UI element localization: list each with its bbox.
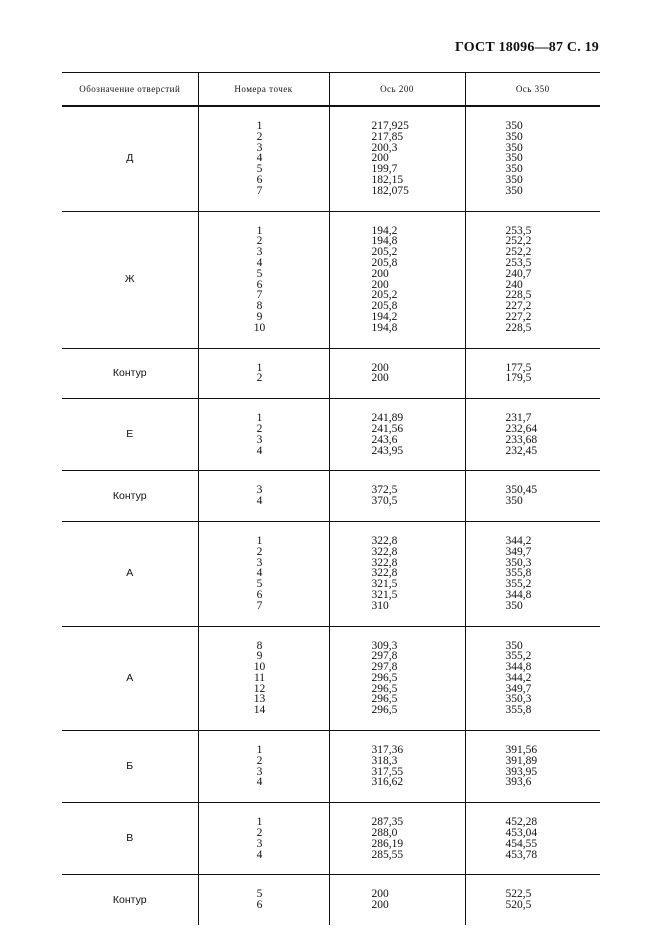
point-number: 8 [256, 300, 263, 313]
axis-350-value: 252,2 [505, 235, 532, 248]
axis-350-value: 350,3 [505, 693, 532, 706]
point-number-cell [198, 626, 329, 731]
axis-200-value-cell [329, 471, 465, 522]
table-row [62, 106, 600, 211]
axis-350-value: 350 [505, 163, 523, 176]
column-header-axis-350: Ось 350 [465, 73, 600, 107]
point-number: 7 [256, 599, 263, 612]
point-number: 2 [256, 545, 263, 558]
point-number-cell [198, 106, 329, 211]
axis-350-value: 355,2 [505, 578, 532, 591]
axis-350-value: 355,2 [505, 650, 532, 663]
axis-350-value: 344,2 [505, 534, 532, 547]
axis-350-value: 350 [505, 152, 523, 165]
axis-200-value: 296,5 [371, 693, 398, 706]
axis-350-value: 520,5 [505, 899, 532, 912]
point-number-cell [198, 875, 329, 925]
point-number: 10 [253, 321, 266, 334]
point-number: 1 [256, 361, 263, 374]
axis-200-value: 199,7 [371, 163, 398, 176]
axis-350-value: 240 [505, 278, 523, 291]
point-number: 2 [256, 754, 263, 767]
axis-350-value: 231,7 [505, 412, 532, 425]
axis-350-value: 454,55 [505, 837, 538, 850]
axis-200-value-cell [329, 521, 465, 626]
axis-200-value: 285,55 [371, 848, 404, 861]
axis-350-value: 393,6 [505, 776, 532, 789]
axis-350-value-cell [465, 731, 600, 803]
point-number: 5 [256, 163, 263, 176]
axis-200-value-cell [329, 875, 465, 925]
axis-200-value-cell [329, 803, 465, 875]
point-number: 4 [256, 495, 263, 508]
axis-200-value: 370,5 [371, 495, 398, 508]
axis-200-value: 200 [371, 278, 389, 291]
hole-designation: Контур [112, 893, 147, 906]
column-header-point-numbers: Номера точек [198, 73, 329, 107]
axis-200-value: 205,8 [371, 300, 398, 313]
hole-designation: Ж [124, 273, 135, 286]
axis-200-value: 200 [371, 899, 389, 912]
table-row [62, 471, 600, 522]
point-number: 2 [256, 130, 263, 143]
axis-200-value: 286,19 [371, 837, 404, 850]
axis-350-value: 232,45 [505, 444, 538, 457]
axis-200-value: 241,89 [371, 412, 404, 425]
page-header: ГОСТ 18096—87 С. 19 [455, 40, 599, 55]
column-header-axis-200: Ось 200 [329, 73, 465, 107]
point-number: 6 [256, 173, 263, 186]
axis-350-value-cell [465, 106, 600, 211]
axis-200-value: 316,62 [371, 776, 404, 789]
axis-200-value: 318,3 [371, 754, 398, 767]
point-number: 1 [256, 412, 263, 425]
axis-200-value: 310 [371, 599, 389, 612]
point-number: 3 [256, 484, 263, 497]
axis-350-value: 350 [505, 639, 523, 652]
point-number: 1 [256, 224, 263, 237]
point-number-cell [198, 803, 329, 875]
axis-350-value: 227,2 [505, 300, 532, 313]
axis-350-value: 252,2 [505, 246, 532, 259]
axis-200-value: 296,5 [371, 682, 398, 695]
axis-200-value: 194,8 [371, 321, 398, 334]
axis-350-value-cell [465, 348, 600, 399]
point-number: 4 [256, 848, 263, 861]
axis-350-value: 344,2 [505, 671, 532, 684]
axis-350-value: 453,04 [505, 827, 538, 840]
hole-designation: Е [126, 428, 134, 441]
axis-200-value: 317,55 [371, 765, 404, 778]
axis-350-value: 253,5 [505, 224, 532, 237]
axis-350-value: 355,8 [505, 704, 532, 717]
axis-200-value: 322,8 [371, 545, 398, 558]
axis-200-value: 217,925 [371, 120, 409, 132]
axis-350-value: 240,7 [505, 267, 532, 280]
axis-200-value: 372,5 [371, 484, 398, 497]
point-number: 7 [256, 184, 263, 197]
axis-200-value: 205,2 [371, 246, 398, 259]
axis-200-value-cell [329, 211, 465, 348]
hole-designation: А [126, 567, 134, 580]
point-number-cell [198, 211, 329, 348]
table-row [62, 803, 600, 875]
point-number: 8 [256, 639, 263, 652]
point-number: 11 [253, 671, 266, 684]
axis-200-value: 321,5 [371, 588, 398, 601]
point-number: 4 [256, 567, 263, 580]
point-number: 4 [256, 152, 263, 165]
axis-200-value: 243,6 [371, 433, 398, 446]
axis-350-value-cell [465, 626, 600, 731]
axis-350-value: 228,5 [505, 321, 532, 334]
axis-200-value: 322,8 [371, 534, 398, 547]
axis-350-value: 350 [505, 120, 523, 132]
point-number: 3 [256, 556, 263, 569]
point-number: 1 [256, 744, 263, 757]
axis-350-value: 233,68 [505, 433, 538, 446]
point-number: 5 [256, 267, 263, 280]
table-header [62, 73, 600, 107]
point-number: 2 [256, 372, 263, 385]
point-number: 3 [256, 141, 263, 154]
point-number-cell [198, 731, 329, 803]
point-number: 9 [256, 310, 263, 323]
axis-200-value: 200 [371, 372, 389, 385]
axis-350-value: 344,8 [505, 661, 532, 674]
axis-350-value: 350 [505, 141, 523, 154]
table-row [62, 348, 600, 399]
axis-350-value: 350,3 [505, 556, 532, 569]
axis-200-value: 297,8 [371, 661, 398, 674]
axis-200-value: 287,35 [371, 816, 404, 829]
point-number: 1 [256, 816, 263, 829]
axis-350-value-cell [465, 471, 600, 522]
axis-200-value: 241,56 [371, 422, 404, 435]
axis-350-value: 349,7 [505, 682, 532, 695]
point-number: 14 [253, 704, 266, 717]
point-number-cell [198, 399, 329, 471]
point-number: 4 [256, 256, 263, 269]
table-row [62, 521, 600, 626]
point-number: 4 [256, 776, 263, 789]
point-number: 2 [256, 235, 263, 248]
axis-350-value: 253,5 [505, 256, 532, 269]
point-number: 5 [256, 888, 263, 901]
axis-200-value: 200 [371, 152, 389, 165]
axis-350-value: 453,78 [505, 848, 538, 861]
axis-350-value: 179,5 [505, 372, 532, 385]
axis-200-value: 182,075 [371, 184, 409, 197]
hole-designation: Д [126, 152, 134, 165]
axis-200-value: 200 [371, 361, 389, 374]
axis-350-value: 228,5 [505, 289, 532, 302]
axis-350-value: 355,8 [505, 567, 532, 580]
table-row [62, 731, 600, 803]
point-number: 2 [256, 422, 263, 435]
point-number: 4 [256, 444, 263, 457]
table-row [62, 399, 600, 471]
hole-designation: Контур [112, 489, 147, 502]
point-number: 2 [256, 827, 263, 840]
table-row [62, 875, 600, 925]
table-row [62, 626, 600, 731]
point-number: 3 [256, 765, 263, 778]
axis-350-value: 177,5 [505, 361, 532, 374]
axis-350-value: 349,7 [505, 545, 532, 558]
axis-200-value: 205,2 [371, 289, 398, 302]
point-number-cell [198, 348, 329, 399]
axis-200-value: 243,95 [371, 444, 404, 457]
point-number: 3 [256, 246, 263, 259]
axis-350-value: 391,56 [505, 744, 538, 757]
point-number: 9 [256, 650, 263, 663]
point-number: 1 [256, 534, 263, 547]
axis-350-value: 393,95 [505, 765, 538, 778]
point-number: 5 [256, 578, 263, 591]
axis-200-value: 200 [371, 888, 389, 901]
point-number: 3 [256, 433, 263, 446]
axis-350-value: 350 [505, 495, 523, 508]
hole-designation: Контур [112, 366, 147, 379]
column-header-hole-designation: Обозначение отверстий [62, 73, 198, 107]
axis-350-value: 344,8 [505, 588, 532, 601]
point-number-cell [198, 471, 329, 522]
point-number: 6 [256, 588, 263, 601]
hole-designation: А [126, 671, 134, 684]
axis-200-value-cell [329, 399, 465, 471]
axis-200-value: 200 [371, 267, 389, 280]
point-number: 6 [256, 899, 263, 912]
axis-350-value: 350 [505, 173, 523, 186]
point-number: 13 [253, 693, 266, 706]
axis-200-value-cell [329, 348, 465, 399]
point-number: 7 [256, 289, 263, 302]
axis-350-value: 227,2 [505, 310, 532, 323]
axis-200-value: 288,0 [371, 827, 398, 840]
axis-200-value: 205,8 [371, 256, 398, 269]
axis-200-value: 322,8 [371, 567, 398, 580]
axis-200-value: 182,15 [371, 173, 404, 186]
axis-350-value: 232,64 [505, 422, 538, 435]
hole-designation: В [126, 832, 134, 845]
axis-350-value: 522,5 [505, 888, 532, 901]
axis-200-value: 194,2 [371, 224, 398, 237]
axis-350-value: 350 [505, 599, 523, 612]
axis-350-value: 350,45 [505, 484, 538, 497]
axis-350-value-cell [465, 875, 600, 925]
axis-200-value: 194,2 [371, 310, 398, 323]
axis-350-value-cell [465, 521, 600, 626]
point-number-cell [198, 521, 329, 626]
axis-200-value: 217,85 [371, 130, 404, 143]
point-number: 6 [256, 278, 263, 291]
hole-designation: Б [126, 760, 134, 773]
axis-200-value-cell [329, 731, 465, 803]
axis-200-value-cell [329, 106, 465, 211]
axis-200-value: 297,8 [371, 650, 398, 663]
axis-200-value: 296,5 [371, 671, 398, 684]
point-number: 1 [256, 120, 263, 132]
axis-200-value: 296,5 [371, 704, 398, 717]
point-number: 10 [253, 661, 266, 674]
axis-350-value-cell [465, 803, 600, 875]
axis-200-value: 321,5 [371, 578, 398, 591]
axis-200-value-cell [329, 626, 465, 731]
axis-200-value: 322,8 [371, 556, 398, 569]
axis-350-value-cell [465, 211, 600, 348]
axis-350-value: 391,89 [505, 754, 538, 767]
axis-200-value: 194,8 [371, 235, 398, 248]
axis-200-value: 317,36 [371, 744, 404, 757]
axis-350-value: 350 [505, 184, 523, 197]
axis-350-value: 452,28 [505, 816, 538, 829]
table-row [62, 211, 600, 348]
axis-200-value: 309,3 [371, 639, 398, 652]
point-number: 12 [253, 682, 266, 695]
coordinates-table [62, 72, 600, 925]
axis-350-value: 350 [505, 130, 523, 143]
point-number: 3 [256, 837, 263, 850]
axis-200-value: 200,3 [371, 141, 398, 154]
axis-350-value-cell [465, 399, 600, 471]
table-body [62, 106, 600, 925]
